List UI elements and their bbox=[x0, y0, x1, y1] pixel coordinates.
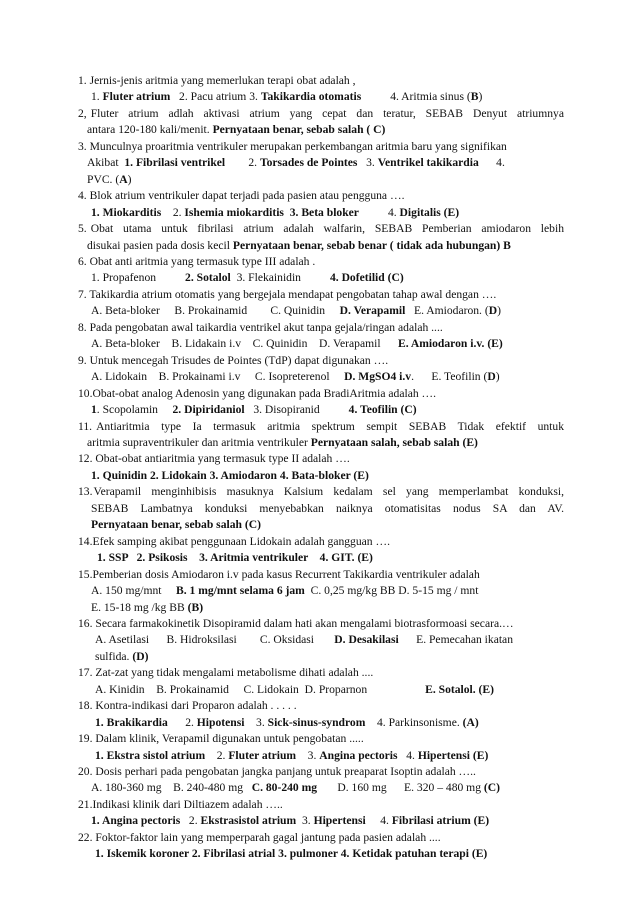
question-text: 22. Foktor-faktor lain yang memperparah gagal jantung pada pasien adalah .... bbox=[78, 830, 441, 844]
question-text: 12. Obat-obat antiaritmia yang termasuk type II adalah …. bbox=[78, 452, 350, 466]
question-4 bbox=[78, 188, 564, 221]
question-text: 9. Untuk mencegah Trisudes de Pointes (TdP) dapat digunakan …. bbox=[78, 353, 389, 367]
question-19 bbox=[78, 731, 564, 764]
question-text: 2, Fluter atrium adlah aktivasi atrium yang cepat dan teratur, SEBAB Denyut atriumnya bbox=[78, 106, 564, 120]
question-text: 19. Dalam klinik, Verapamil digunakan untuk pengobatan ..... bbox=[78, 732, 364, 746]
answer-options: 1. Miokarditis 2. Ishemia miokarditis 3. Beta bloker 4. Digitalis (E) bbox=[91, 205, 460, 219]
question-text: 6. Obat anti aritmia yang termasuk type III adalah . bbox=[78, 254, 316, 268]
answer-options: 1. Brakikardia 2. Hipotensi 3. Sick-sinus-syndrom 4. Parkinsonisme. (A) bbox=[95, 715, 479, 729]
question-2 bbox=[78, 106, 564, 139]
question-text: 20. Dosis perhari pada pengobatan jangka panjang untuk preaparat Isoptin adalah ….. bbox=[78, 765, 476, 779]
question-text: 1. Jernis-jenis aritmia yang memerlukan terapi obat adalah , bbox=[78, 74, 356, 87]
question-text: 17. Zat-zat yang tidak mengalami metabolisme dihati adalah .... bbox=[78, 666, 374, 680]
answer-options: 1. Quinidin 2. Lidokain 3. Amiodaron 4. Bata-bloker (E) bbox=[91, 468, 369, 482]
question-14 bbox=[78, 534, 564, 567]
answer-options: 1. Fluter atrium 2. Pacu atrium 3. Takikardia otomatis 4. Aritmia sinus (B) bbox=[91, 90, 483, 104]
question-1 bbox=[78, 73, 564, 106]
answer-options: 1. Propafenon 2. Sotalol 3. Flekainidin 4. Dofetilid (C) bbox=[91, 271, 404, 285]
answer-options: Akibat 1. Fibrilasi ventrikel 2. Torsades de Pointes 3. Ventrikel takikardia 4. bbox=[87, 156, 505, 170]
question-text: 10.Obat-obat analog Adenosin yang digunakan pada BradiAritmia adalah …. bbox=[78, 386, 437, 400]
question-9 bbox=[78, 353, 564, 386]
answer-options: A. Lidokain B. Prokainami i.v C. Isopreterenol D. MgSO4 i.v. E. Teofilin (D) bbox=[91, 370, 500, 384]
question-text: 11. Antiaritmia type Ia termasuk aritmia spektrum sempit SEBAB Tidak efektif untuk bbox=[78, 419, 564, 433]
question-text: 4. Blok atrium ventrikuler dapat terjadi pada pasien atau pengguna …. bbox=[78, 189, 405, 203]
answer-options: A. Beta-bloker B. Prokainamid C. Quinidin D. Verapamil E. Amiodaron. (D) bbox=[91, 304, 501, 318]
answer-text: disukai pasien pada dosis kecil Pernyataan benar, sebab benar ( tidak ada hubungan) B bbox=[87, 238, 511, 252]
answer-text: antara 120-180 kali/menit. Pernyataan benar, sebab salah ( C) bbox=[87, 123, 386, 137]
exam-document bbox=[78, 73, 564, 863]
question-text: 14.Efek samping akibat penggunaan Lidokain adalah gangguan …. bbox=[78, 534, 390, 548]
question-18 bbox=[78, 698, 564, 731]
question-16 bbox=[78, 616, 564, 665]
question-3 bbox=[78, 139, 564, 188]
question-20 bbox=[78, 764, 564, 797]
question-21 bbox=[78, 797, 564, 830]
answer-options: PVC. (A) bbox=[87, 172, 132, 186]
question-text: 8. Pada pengobatan awal taikardia ventrikel akut tanpa gejala/ringan adalah .... bbox=[78, 320, 443, 334]
answer-options: 1. Scopolamin 2. Dipiridaniol 3. Disopiranid 4. Teofilin (C) bbox=[91, 403, 417, 417]
question-22 bbox=[78, 830, 564, 863]
answer-options: A. Kinidin B. Prokainamid C. Lidokain D. Proparnon E. Sotalol. (E) bbox=[95, 682, 495, 696]
answer-options: A. Asetilasi B. Hidroksilasi C. Oksidasi D. Desakilasi E. Pemecahan ikatan bbox=[95, 633, 514, 647]
question-5 bbox=[78, 221, 564, 254]
answer-options: 1. Ekstra sistol atrium 2. Fluter atrium 3. Angina pectoris 4. Hipertensi (E) bbox=[95, 748, 489, 762]
question-text: 3. Munculnya proaritmia ventrikuler merupakan perkembangan aritmia baru yang signifikan bbox=[78, 139, 507, 153]
answer-options: 1. Angina pectoris 2. Ekstrasistol atrium 3. Hipertensi 4. Fibrilasi atrium (E) bbox=[91, 814, 490, 828]
answer-text: aritmia supraventrikuler dan aritmia ventrikuler Pernyataan salah, sebab salah (E) bbox=[87, 435, 478, 449]
question-text: 7. Takikardia atrium otomatis yang bergejala mendapat pengobatan tahap awal dengan …. bbox=[78, 287, 497, 301]
question-15 bbox=[78, 567, 564, 616]
answer-options: 1. SSP 2. Psikosis 3. Aritmia ventrikuler 4. GIT. (E) bbox=[97, 551, 373, 565]
question-text: 5. Obat utama untuk fibrilasi atrium adalah walfarin, SEBAB Pemberian amiodaron lebih bbox=[78, 222, 564, 236]
answer-options: A. 150 mg/mnt B. 1 mg/mnt selama 6 jam C. 0,25 mg/kg BB D. 5-15 mg / mnt bbox=[91, 584, 479, 598]
answer-options: sulfida. (D) bbox=[95, 649, 149, 663]
answer-options: A. Beta-bloker B. Lidakain i.v C. Quinidin D. Verapamil E. Amiodaron i.v. (E) bbox=[91, 337, 503, 351]
question-17 bbox=[78, 665, 564, 698]
question-text: 13. Verapamil menginhibisis masuknya Kalsium kedalam sel yang memperlambat konduksi, bbox=[78, 485, 564, 499]
answer-options: E. 15-18 mg /kg BB (B) bbox=[91, 600, 204, 614]
answer-options: A. 180-360 mg B. 240-480 mg C. 80-240 mg D. 160 mg E. 320 – 480 mg (C) bbox=[91, 781, 501, 795]
question-13 bbox=[78, 484, 564, 533]
question-8 bbox=[78, 320, 564, 353]
question-text: 15.Pemberian dosis Amiodaron i.v pada kasus Recurrent Takikardia ventrikuler adalah bbox=[78, 567, 480, 581]
question-6 bbox=[78, 254, 564, 287]
question-11 bbox=[78, 419, 564, 452]
question-text: 18. Kontra-indikasi dari Proparon adalah . . . . . bbox=[78, 699, 297, 713]
answer-options: 1. Iskemik koroner 2. Fibrilasi atrial 3. pulmoner 4. Ketidak patuhan terapi (E) bbox=[95, 847, 488, 861]
question-12 bbox=[78, 451, 564, 484]
answer-text: Pernyataan benar, sebab salah (C) bbox=[91, 518, 261, 532]
question-text: 21.Indikasi klinik dari Diltiazem adalah ….. bbox=[78, 797, 283, 811]
question-10 bbox=[78, 386, 564, 419]
question-text: SEBAB Lambatnya konduksi menyebabkan naiknya otomatisitas nodus SA dan AV. bbox=[91, 501, 564, 515]
question-text: 16. Secara farmakokinetik Disopiramid dalam hati akan mengalami biotrasformoasi secara.… bbox=[78, 616, 514, 630]
question-7 bbox=[78, 287, 564, 320]
